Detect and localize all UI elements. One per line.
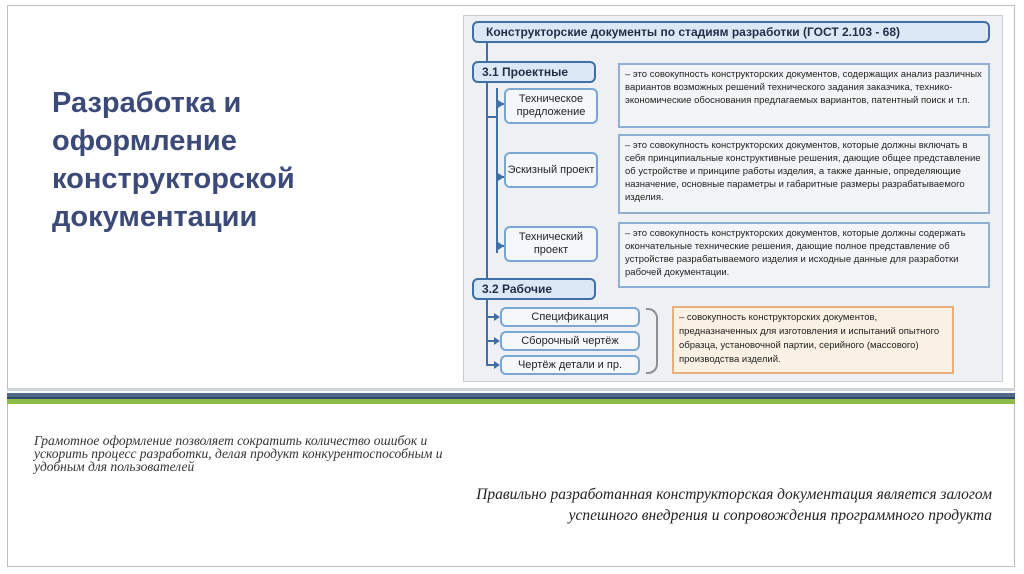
description-draft-project: – это совокупность конструкторских документов, которые должны включать в себя принципиальные конструктивные решения, дающие общее представление об устройстве и принципе работы изделия, а также данные, определяющие назначение, основные параметры и габаритные размеры разрабатываемого изделия. [618,134,990,214]
description-technical-proposal: – это совокупность конструкторских документов, содержащих анализ различных вариантов возможных решений технического задания заказчика, технико-экономические обоснования предлагаемых вариантов, патентный поиск и т.п. [618,63,990,128]
conclusion-text: Правильно разработанная конструкторская документация является залогом успешного внедрения и сопровождения программного продукта [476,486,992,524]
connector-stage1-branch [486,116,496,118]
note-text: Грамотное оформление позволяет сократить количество ошибок и ускорить процесс разработки, делая продукт конкурентоспособным и удобным для пользователей [34,433,443,474]
working-item-label: Чертёж детали и пр. [517,358,623,371]
diagram-header: Конструкторские документы по стадиям разработки (ГОСТ 2.103 - 68) [472,21,990,43]
stage-item-technical-proposal [504,88,598,124]
working-item-label: Спецификация [531,310,609,323]
stage-working: 3.2 Рабочие [472,278,596,300]
stages-diagram [463,15,1003,382]
connector-sub-vertical [496,88,498,253]
stage-item-label: Техническое предложение [516,93,586,118]
stage-item-technical-project [504,226,598,262]
grouping-brace [646,308,658,374]
working-item-part-drawing [500,355,640,375]
stage-item-label: Технический проект [518,231,584,256]
working-item-specification [500,307,640,327]
stage-item-label: Эскизный проект [507,163,595,176]
description-technical-project: – это совокупность конструкторских документов, которые должны содержать окончательные технические решения, дающие полное представление об устройстве разрабатываемого изделия и исходные данные для разработки рабочей документации. [618,222,990,288]
connector-main-2 [486,80,488,284]
stage-item-draft-project [504,152,598,188]
working-item-label: Сборочный чертёж [521,334,619,347]
connector-stage2-vertical [486,298,488,366]
working-item-assembly-drawing [500,331,640,351]
slide-title: Разработка и оформление конструкторской документации [52,87,295,233]
stage-design: 3.1 Проектные [472,61,596,83]
description-working-documents: – совокупность конструкторских документов, предназначенных для изготовления и испытаний опытного образца, установочной партии, серийного (массового) производства изделий. [672,306,954,374]
decorative-divider [7,388,1015,404]
